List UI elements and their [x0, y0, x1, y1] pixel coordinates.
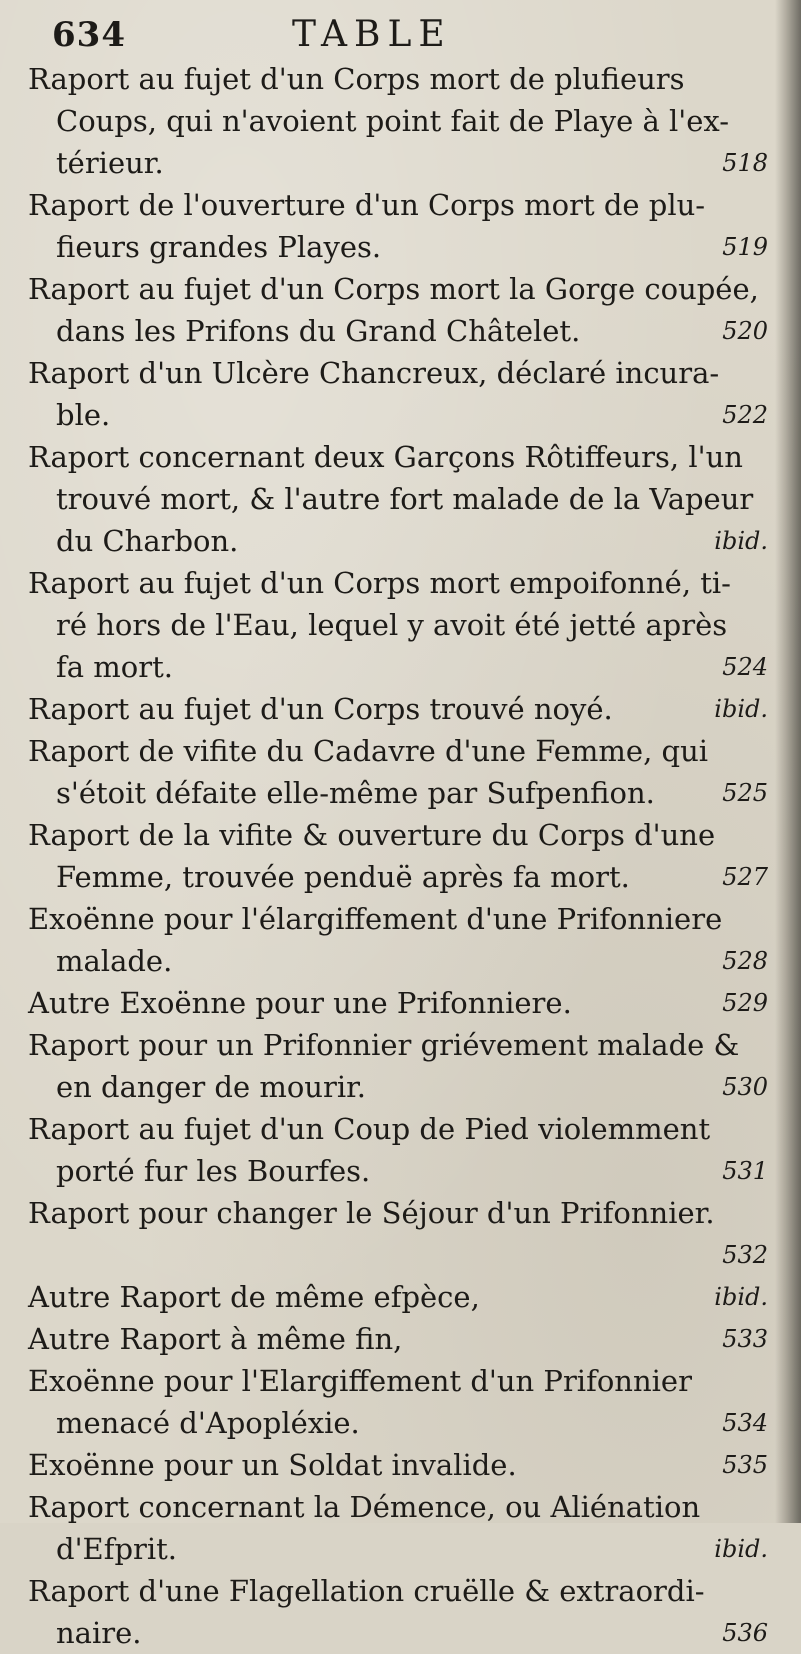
toc-entry-line: fa mort.	[56, 650, 173, 684]
toc-page-reference: ibid.	[714, 1283, 768, 1311]
toc-entry-line: d'Efprit.	[56, 1532, 178, 1566]
toc-entry	[28, 58, 768, 184]
toc-entry-line: Raport au fujet d'un Coup de Pied violemment	[28, 1112, 711, 1146]
toc-page-reference: 522	[722, 401, 768, 429]
toc-entry-line: porté fur les Bourfes.	[56, 1154, 371, 1188]
toc-entry	[28, 268, 768, 352]
toc-entry	[28, 562, 768, 688]
toc-entry	[28, 1486, 768, 1570]
toc-page-reference: ibid.	[714, 527, 768, 555]
toc-entry-line: Raport de la vifite & ouverture du Corps d'une	[28, 818, 716, 852]
toc-page-reference: 525	[722, 779, 768, 807]
toc-entry-line: Raport au fujet d'un Corps mort empoifonné, ti-	[28, 566, 731, 600]
toc-entry	[28, 1192, 768, 1276]
toc-entry	[28, 1444, 768, 1486]
toc-page-reference: 528	[722, 947, 768, 975]
toc-entry-line: ré hors de l'Eau, lequel y avoit été jetté après	[56, 608, 728, 642]
page-number: 634	[52, 15, 126, 55]
toc-entry	[28, 1570, 768, 1654]
toc-entry-line: Autre Raport de même efpèce,	[28, 1280, 480, 1314]
toc-entry-line: trouvé mort, & l'autre fort malade de la Vapeur	[56, 482, 754, 516]
page-header	[52, 12, 752, 58]
toc-entry	[28, 1276, 768, 1318]
toc-page-reference: ibid.	[714, 1535, 768, 1563]
toc-page-reference: 535	[722, 1451, 768, 1479]
table-of-contents-list	[28, 58, 768, 1654]
toc-entry-line: dans les Prifons du Grand Châtelet.	[56, 314, 581, 348]
toc-entry	[28, 436, 768, 562]
toc-entry-line: Autre Raport à même fin,	[28, 1322, 403, 1356]
toc-entry-line	[28, 1234, 768, 1276]
toc-page-reference: 519	[722, 233, 768, 261]
toc-entry-line: Exoënne pour l'Elargiffement d'un Prifonnier	[28, 1364, 692, 1398]
toc-entry-line: fieurs grandes Playes.	[56, 230, 382, 264]
toc-entry-line: Raport d'un Ulcère Chancreux, déclaré incura-	[28, 356, 720, 390]
toc-entry-line: malade.	[56, 944, 173, 978]
toc-entry	[28, 1360, 768, 1444]
toc-entry-line: ble.	[56, 398, 111, 432]
toc-entry-line: Raport pour un Prifonnier griévement malade &	[28, 1028, 740, 1062]
toc-entry-line: Raport pour changer le Séjour d'un Prifonnier.	[28, 1196, 715, 1230]
toc-entry	[28, 1108, 768, 1192]
toc-entry-line: Exoënne pour l'élargiffement d'une Prifonniere	[28, 902, 723, 936]
toc-page-reference: 518	[722, 149, 768, 177]
toc-entry	[28, 898, 768, 982]
toc-entry-line: menacé d'Apopléxie.	[56, 1406, 360, 1440]
toc-page-reference: 536	[722, 1619, 768, 1647]
page-edge-shadow	[775, 0, 801, 1523]
toc-page-reference: 534	[722, 1409, 768, 1437]
toc-entry-line: du Charbon.	[56, 524, 239, 558]
toc-entry	[28, 688, 768, 730]
toc-page-reference: 531	[722, 1157, 768, 1185]
toc-page-reference: 527	[722, 863, 768, 891]
toc-entry-line: Autre Exoënne pour une Prifonniere.	[28, 986, 572, 1020]
toc-entry-line: Raport d'une Flagellation cruëlle & extraordi-	[28, 1574, 705, 1608]
toc-entry-line: Raport concernant deux Garçons Rôtiffeurs, l'un	[28, 440, 743, 474]
toc-entry	[28, 184, 768, 268]
toc-entry-line: térieur.	[56, 146, 164, 180]
toc-entry-line: Coups, qui n'avoient point fait de Playe à l'ex-	[56, 104, 730, 138]
running-title: TABLE	[292, 14, 452, 55]
toc-page-reference: 530	[722, 1073, 768, 1101]
toc-page-reference: 533	[722, 1325, 768, 1353]
toc-page-reference: 529	[722, 989, 768, 1017]
toc-entry-line: naire.	[56, 1616, 142, 1650]
toc-page-reference: 524	[722, 653, 768, 681]
toc-page-reference: 532	[722, 1241, 768, 1269]
toc-entry-line: Raport concernant la Démence, ou Aliénation	[28, 1490, 701, 1524]
toc-page-reference: 520	[722, 317, 768, 345]
toc-entry-line: Raport au fujet d'un Corps trouvé noyé.	[28, 692, 613, 726]
toc-entry	[28, 982, 768, 1024]
toc-entry	[28, 352, 768, 436]
toc-entry-line: Raport de vifite du Cadavre d'une Femme, qui	[28, 734, 709, 768]
toc-entry-line: Raport de l'ouverture d'un Corps mort de plu-	[28, 188, 706, 222]
toc-entry	[28, 1318, 768, 1360]
toc-entry-line: Raport au fujet d'un Corps mort la Gorge coupée,	[28, 272, 759, 306]
toc-entry-line: en danger de mourir.	[56, 1070, 367, 1104]
toc-entry	[28, 814, 768, 898]
toc-entry	[28, 1024, 768, 1108]
toc-entry-line: Raport au fujet d'un Corps mort de plufieurs	[28, 62, 685, 96]
toc-page-reference: ibid.	[714, 695, 768, 723]
toc-entry-line: Femme, trouvée penduë après fa mort.	[56, 860, 630, 894]
toc-entry-line: Exoënne pour un Soldat invalide.	[28, 1448, 517, 1482]
toc-entry	[28, 730, 768, 814]
toc-entry-line: s'étoit défaite elle-même par Sufpenfion.	[56, 776, 655, 810]
